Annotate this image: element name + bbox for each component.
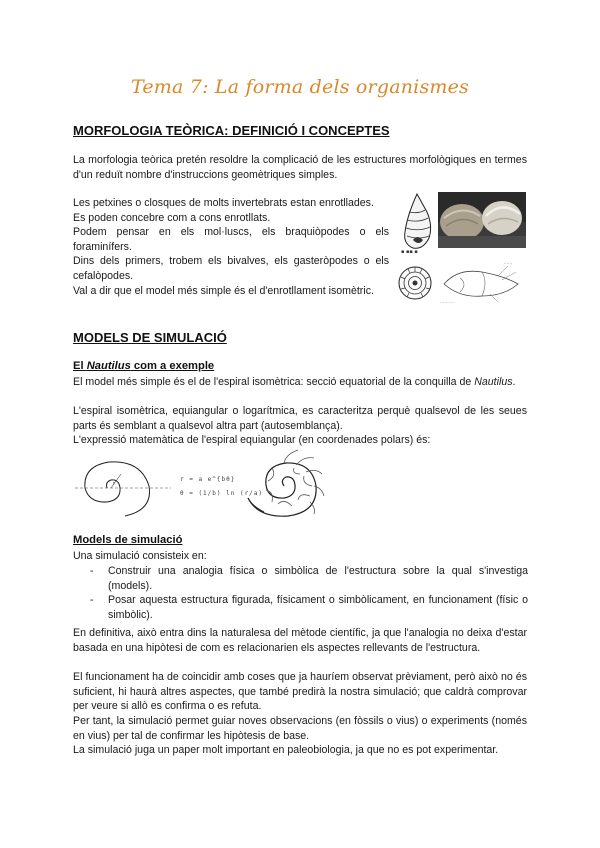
svg-text:- - - - -: - - - - - <box>440 301 454 306</box>
svg-text:▪ ▪▪ ▪: ▪ ▪▪ ▪ <box>401 249 418 254</box>
subheading-models-simulacio: Models de simulació <box>73 534 183 546</box>
spiral-formula-1: r = a e^{bθ} <box>180 476 236 483</box>
text-line: Dins dels primers, trobem els bivalves, els gasteròpodes o els cefalòpodes. <box>73 255 389 282</box>
simulation-paragraph-2: El funcionament ha de coincidir amb coses que ja hauríem observat prèviament, però això no és suficient, hi haurà altres aspectes, que també predirà la nostra simulació; que caldrà comprovar per veure si allò es confirma o es refuta. <box>73 671 527 713</box>
text-line: Podem pensar en els mol·luscs, els braquiòpodes o els foraminífers. <box>73 226 389 253</box>
spiral-formula-2: θ = (1/b) ln (r/a) <box>180 490 264 497</box>
page-title: Tema 7: La forma dels organismes <box>130 76 470 98</box>
text-line: Es poden concebre com a cons enrotllats. <box>73 211 271 224</box>
bivalve-photo <box>438 192 526 248</box>
simulation-paragraph-4: La simulació juga un paper molt important en paleobiologia, ja que no es pot experimentar. <box>73 744 499 756</box>
equiangular-spiral-diagram <box>75 452 175 518</box>
heading-text: El <box>73 360 87 372</box>
subheading-nautilus <box>73 360 214 372</box>
svg-text:r: r <box>113 481 116 487</box>
gastropod-illustration <box>397 192 437 254</box>
text-run: El model més simple és el de l'espiral isomètrica: secció equatorial de la conquilla de <box>73 376 475 388</box>
list-item: - Posar aquesta estructura figurada, físicament o simbòlicament, en funcionament (físic o simbòlic). <box>88 593 528 622</box>
ammonite-illustration <box>397 262 433 304</box>
nautilus-paragraph-2: L'espiral isomètrica, equiangular o logarítmica, es caracteritza perquè qualsevol de les seues parts és semblant a qualsevol altra part (autosemblança). <box>73 405 527 432</box>
section-heading-models: MODELS DE SIMULACIÓ <box>73 330 227 345</box>
simulation-paragraph-1: En definitiva, això entra dins la naturalesa del mètode científic, ja que l'analogia no deixa d'estar basada en una hipòtesi de com es relacionarien els aspectes rellevants de l'estructura. <box>73 627 527 654</box>
list-item: - Construir una analogia física o simbòlica de l'estructura sobre la qual s'investiga (models). <box>88 564 528 593</box>
cephalopod-diagram <box>438 258 526 306</box>
svg-text:- - -: - - - <box>504 262 512 267</box>
intro-paragraph: La morfologia teòrica pretén resoldre la complicació de les estructures morfològiques en termes d'un reduït nombre d'instruccions geomètriques simples. <box>73 154 527 181</box>
nautilus-paragraph-3: L'expressió matemàtica de l'espiral equiangular (en coordenades polars) és: <box>73 434 431 446</box>
section-heading-morfologia: MORFOLOGIA TEÒRICA: DEFINICIÓ I CONCEPTES <box>73 123 390 138</box>
text-line: Les petxines o closques de molts invertebrats estan enrotllades. <box>73 197 374 209</box>
heading-text: com a exemple <box>130 360 215 372</box>
nautilus-section-illustration <box>244 446 326 520</box>
heading-italic-text: Nautilus <box>86 360 131 372</box>
simulation-bullet-list <box>88 564 528 622</box>
text-run-italic: Nautilus <box>474 376 513 388</box>
text-line: Val a dir que el model més simple és el d'enrotllament isomètric. <box>73 284 374 297</box>
text-run: . <box>512 376 516 388</box>
nautilus-paragraph-1 <box>73 375 527 390</box>
shell-paragraph <box>73 196 389 298</box>
simulation-paragraph-3: Per tant, la simulació permet guiar noves observacions (en fòssils o vius) o experiments (només en vius) per tal de confirmar les hipòtesis de base. <box>73 715 527 742</box>
simulation-intro: Una simulació consisteix en: <box>73 550 207 562</box>
